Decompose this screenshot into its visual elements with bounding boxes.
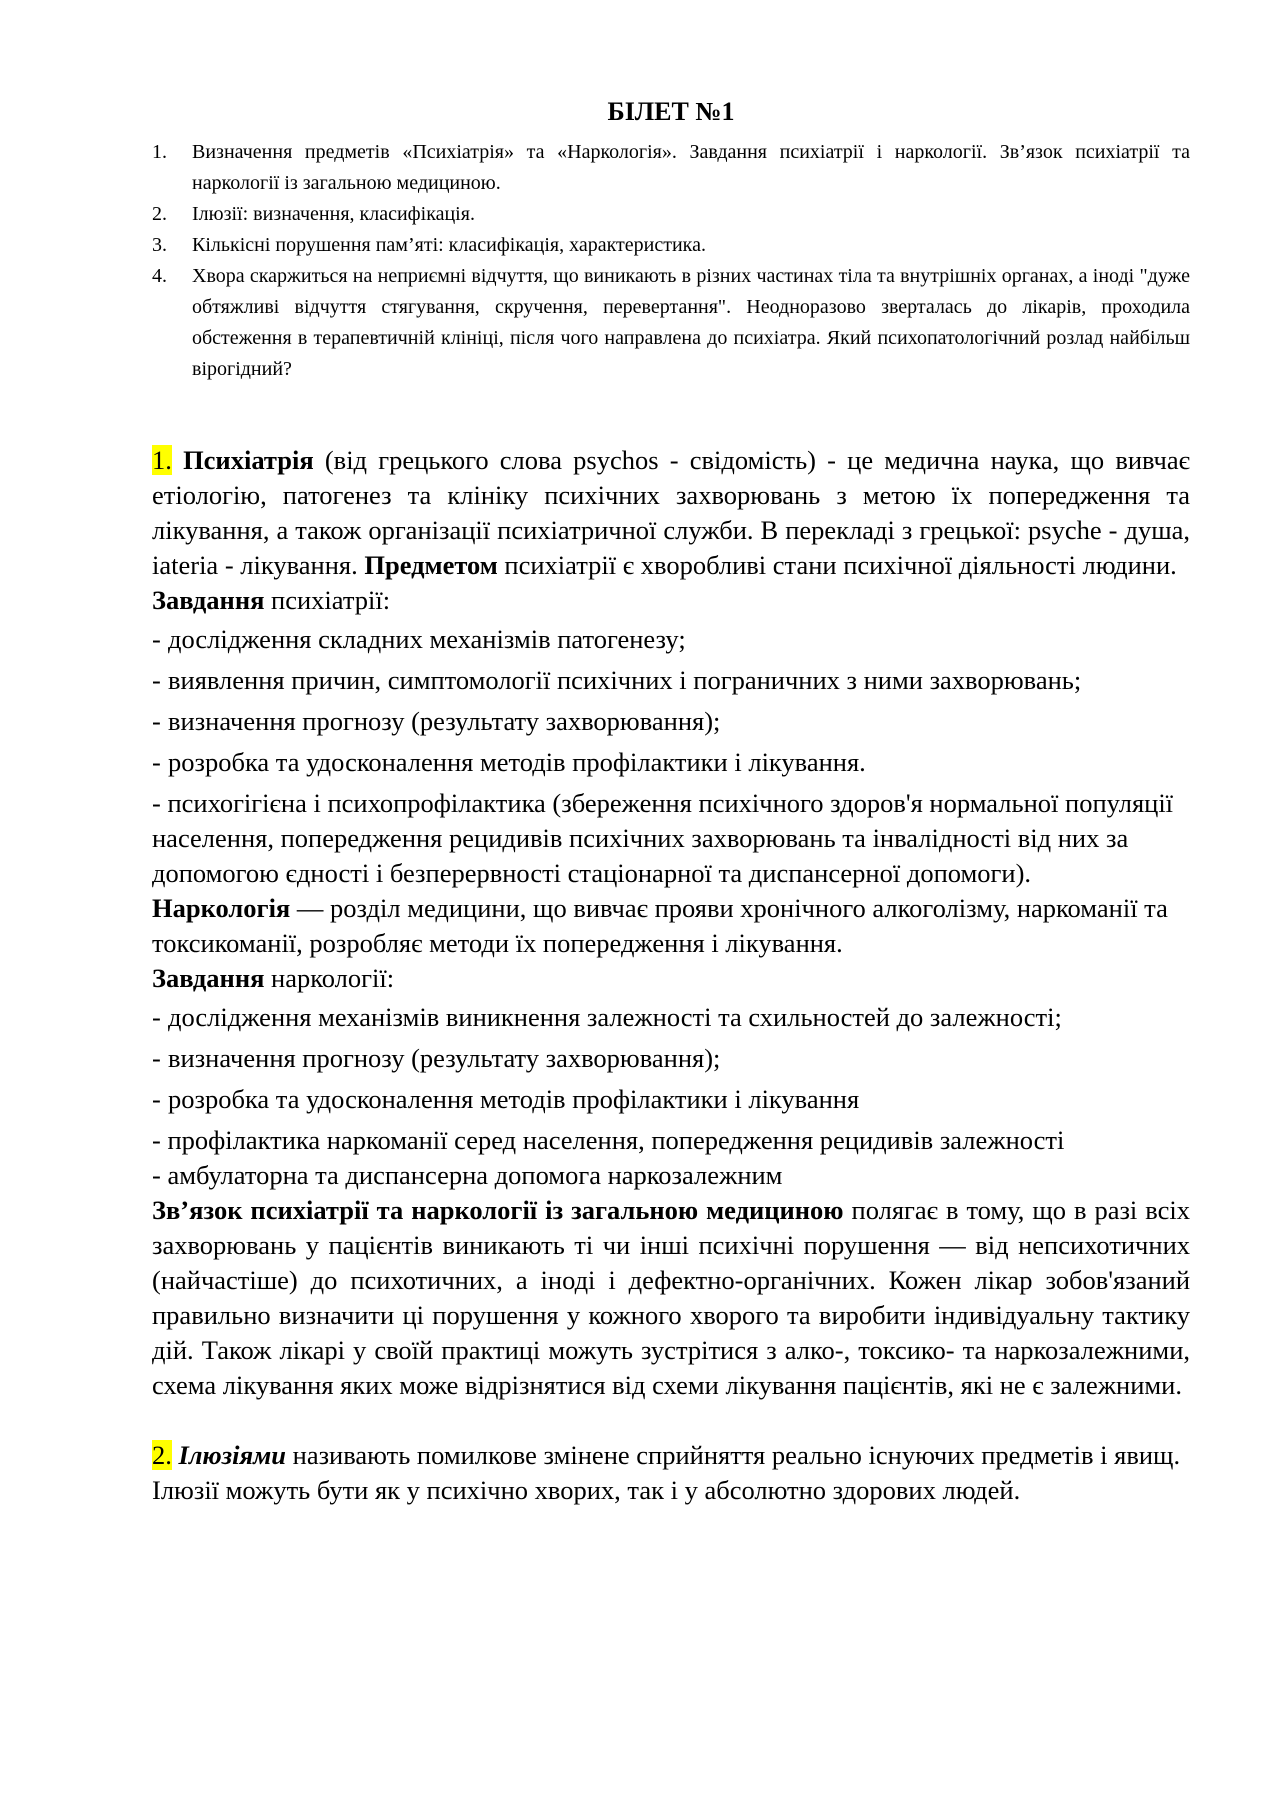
- narc-task-item: - розробка та удосконалення методів профілактики і лікування: [152, 1082, 1190, 1117]
- term-subject: Предметом: [364, 550, 498, 581]
- document-page: [152, 96, 1190, 1508]
- narc-task-item: - дослідження механізмів виникнення залежності та схильностей до залежності;: [152, 1000, 1190, 1035]
- answer-body: [152, 443, 1190, 1508]
- question-item: [152, 261, 1190, 385]
- question-number: 4.: [152, 265, 167, 288]
- answer-2-definition: [152, 1438, 1190, 1508]
- definition-text: називають помилкове змінене сприйняття реально існуючих предметів і явищ. Ілюзії можуть бути як у психічно хворих, так і у абсолютно здорових людей.: [152, 1440, 1181, 1506]
- answer-number-highlight: 2.: [152, 1440, 172, 1471]
- psych-task-item: - дослідження складних механізмів патогенезу;: [152, 622, 1190, 657]
- question-text: Визначення предметів «Психіатрія» та «Наркологія». Завдання психіатрії і наркології. Зв’язок психіатрії та наркології із загальною медициною.: [192, 141, 1190, 195]
- task-text: розробка та удосконалення методів профілактики і лікування.: [168, 747, 866, 778]
- question-number: 2.: [152, 203, 167, 226]
- tasks-label-rest: наркології:: [264, 963, 395, 994]
- tasks-label-rest: психіатрії:: [264, 585, 391, 616]
- question-number: 3.: [152, 234, 167, 257]
- question-item: [152, 137, 1190, 199]
- question-text: Кількісні порушення пам’яті: класифікація, характеристика.: [192, 234, 706, 257]
- ticket-title: БІЛЕТ №1: [607, 97, 735, 126]
- task-text: дослідження складних механізмів патогенезу;: [168, 624, 686, 655]
- question-text: Ілюзії: визначення, класифікація.: [192, 203, 475, 226]
- task-text: розробка та удосконалення методів профілактики і лікування: [168, 1084, 860, 1115]
- psych-task-item: - виявлення причин, симптомології психічних і пограничних з ними захворювань;: [152, 663, 1190, 698]
- term-illusions: Ілюзіями: [178, 1440, 287, 1471]
- question-item: [152, 230, 1190, 261]
- narcology-definition: [152, 891, 1190, 961]
- answer-1-definition: [152, 443, 1190, 583]
- term-psychiatry: Психіатрія: [183, 445, 314, 476]
- psych-task-item: - розробка та удосконалення методів профілактики і лікування.: [152, 745, 1190, 780]
- narc-task-item: - визначення прогнозу (результату захворювання);: [152, 1041, 1190, 1076]
- narc-task-item: - амбулаторна та диспансерна допомога наркозалежним: [152, 1160, 783, 1191]
- tasks-label: Завдання: [152, 585, 265, 616]
- psychiatry-tasks-heading: [152, 583, 1190, 618]
- answer-number-highlight: 1.: [152, 445, 172, 476]
- task-text: виявлення причин, симптомології психічних і пограничних з ними захворювань;: [168, 665, 1082, 696]
- link-text: полягає в тому, що в разі всіх захворювань у пацієнтів виникають ті чи інші психічні порушення — від непсихотичних (найчастіше) до психотичних, а іноді і дефектно-органічних. Кожен лікар зобов'язаний правильно визначити ці порушення у кожного хворого та виробити індивідуальну тактику дій. Також лікарі у своїй практиці можуть зустрітися з алко-, токсико- та наркозалежними, схема лікування яких може відрізнятися від схеми лікування пацієнтів, які не є залежними.: [152, 1195, 1190, 1401]
- task-text: дослідження механізмів виникнення залежності та схильностей до залежності;: [168, 1002, 1062, 1033]
- term-narcology: Наркологія: [152, 893, 291, 924]
- task-text: визначення прогнозу (результату захворювання);: [168, 1043, 721, 1074]
- link-paragraph: [152, 1193, 1190, 1403]
- narcology-tasks-heading: [152, 961, 1190, 996]
- tasks-label: Завдання: [152, 963, 265, 994]
- question-list: [152, 137, 1190, 385]
- definition-text: (від грецького слова psychos - свідомість) - це медична наука, що вивчає етіологію, патогенез та клініку психічних захворювань з метою їх попередження та лікування, а також організації психіатричної служби. В перекладі з грецької: psyche - душа, iateria - лікування.: [152, 445, 1190, 581]
- psych-task-last: - психогігієна і психопрофілактика (збереження психічного здоров'я нормальної популяції населення, попередження рецидивів психічних захворювань та інвалідності від них за допомогою єдності і безперервності стаціонарної та диспансерної допомоги).: [152, 788, 1174, 889]
- question-number: 1.: [152, 141, 167, 164]
- task-text: визначення прогнозу (результату захворювання);: [168, 706, 721, 737]
- definition-text: — розділ медицини, що вивчає прояви хронічного алкоголізму, наркоманії та токсикоманії, розробляє методи їх попередження і лікування.: [152, 893, 1168, 959]
- definition-text: психіатрії є хворобливі стани психічної діяльності людини.: [497, 550, 1177, 581]
- term-link: Зв’язок психіатрії та наркології із загальною медициною: [152, 1195, 844, 1226]
- question-text: Хвора скаржиться на неприємні відчуття, що виникають в різних частинах тіла та внутрішніх органах, а іноді "дуже обтяжливі відчуття стягування, скручення, перевертання". Неодноразово зверталась до лікарів, проходила обстеження в терапевтичній клініці, після чого направлена до психіатра. Який психопатологічний розлад найбільш вірогідний?: [192, 265, 1190, 381]
- psych-task-item: - визначення прогнозу (результату захворювання);: [152, 704, 1190, 739]
- question-item: [152, 199, 1190, 230]
- narc-task-item: - профілактика наркоманії серед населення, попередження рецидивів залежності: [152, 1125, 1065, 1156]
